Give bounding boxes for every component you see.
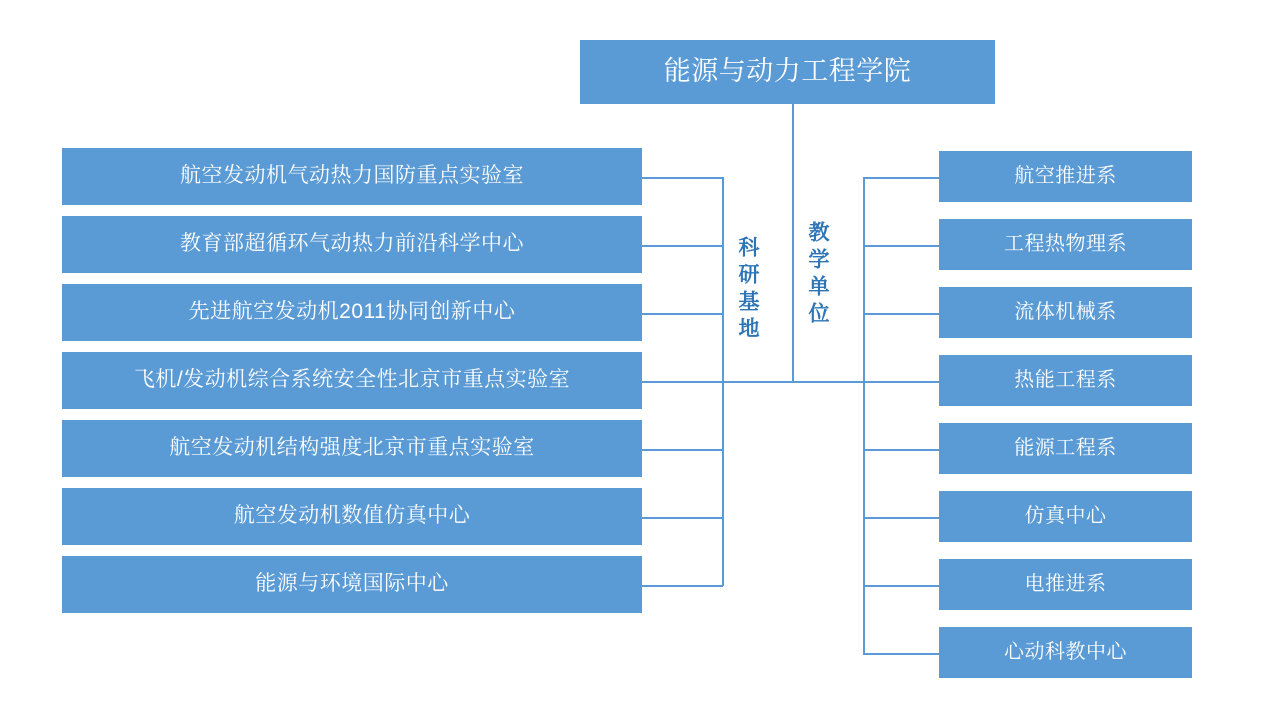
connector-teaching-stub-4 [863, 381, 939, 383]
connector-teaching-stub-8 [863, 653, 939, 655]
connector-research-stub-2 [642, 245, 723, 247]
teaching-unit-node: 航空推进系 [939, 151, 1192, 202]
research-unit-node: 飞机/发动机综合系统安全性北京市重点实验室 [62, 352, 642, 409]
connector-research-stub-1 [642, 177, 723, 179]
connector-teaching-stub-2 [863, 245, 939, 247]
research-unit-node: 航空发动机结构强度北京市重点实验室 [62, 420, 642, 477]
connector-root-stem [792, 104, 794, 381]
connector-research-stub-5 [642, 449, 723, 451]
teaching-unit-node: 电推进系 [939, 559, 1192, 610]
research-unit-node: 先进航空发动机2011协同创新中心 [62, 284, 642, 341]
connector-research-stub-3 [642, 313, 723, 315]
teaching-unit-node: 仿真中心 [939, 491, 1192, 542]
teaching-unit-node: 热能工程系 [939, 355, 1192, 406]
connector-research-stub-7 [642, 585, 723, 587]
connector-research-stub-4 [642, 381, 723, 383]
teaching-unit-node: 流体机械系 [939, 287, 1192, 338]
branch-label-research: 科研基地 [736, 236, 759, 344]
connector-teaching-spine [863, 177, 865, 654]
root-node: 能源与动力工程学院 [580, 40, 995, 104]
connector-teaching-stub-5 [863, 449, 939, 451]
research-unit-node: 教育部超循环气动热力前沿科学中心 [62, 216, 642, 273]
teaching-unit-node: 心动科教中心 [939, 627, 1192, 678]
research-unit-node: 航空发动机数值仿真中心 [62, 488, 642, 545]
connector-teaching-stub-1 [863, 177, 939, 179]
connector-teaching-stub-3 [863, 313, 939, 315]
connector-research-trunk [722, 381, 794, 383]
research-unit-node: 能源与环境国际中心 [62, 556, 642, 613]
connector-teaching-trunk [792, 381, 864, 383]
research-unit-node: 航空发动机气动热力国防重点实验室 [62, 148, 642, 205]
connector-research-stub-6 [642, 517, 723, 519]
branch-label-teaching: 教学单位 [806, 221, 829, 329]
teaching-unit-node: 能源工程系 [939, 423, 1192, 474]
connector-teaching-stub-7 [863, 585, 939, 587]
connector-teaching-stub-6 [863, 517, 939, 519]
teaching-unit-node: 工程热物理系 [939, 219, 1192, 270]
